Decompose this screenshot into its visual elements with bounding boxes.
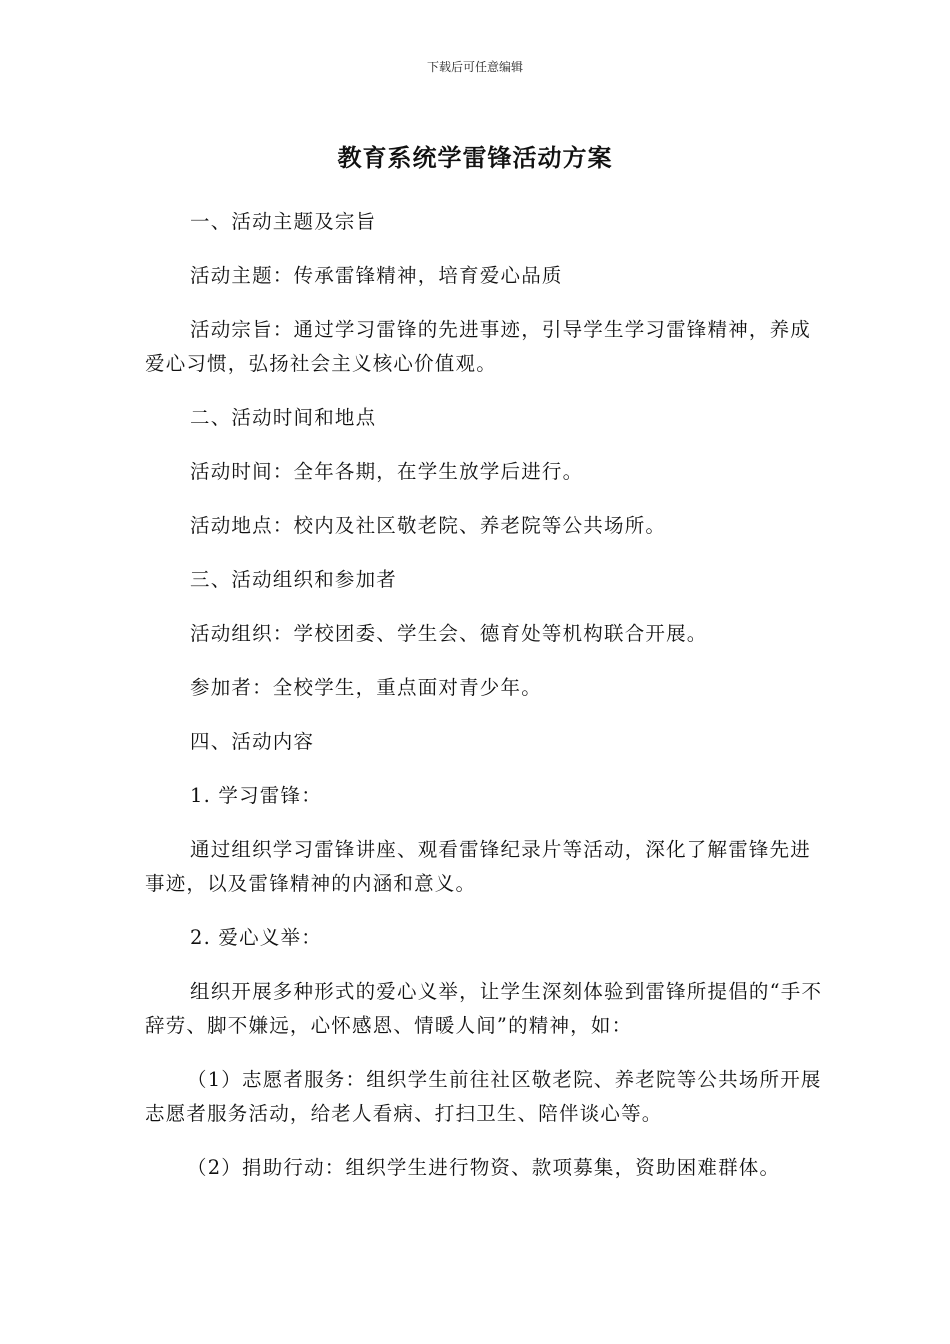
section-heading-3: 三、活动组织和参加者: [190, 568, 398, 591]
item-1-heading: 1. 学习雷锋：: [190, 784, 322, 807]
participants: 参加者：全校学生，重点面对青少年。: [190, 676, 542, 699]
activity-theme: 活动主题：传承雷锋精神，培育爱心品质: [190, 264, 563, 287]
document-title: 教育系统学雷锋活动方案: [337, 144, 613, 172]
activity-location: 活动地点：校内及社区敬老院、养老院等公共场所。: [190, 514, 667, 537]
item-2-body: 组织开展多种形式的爱心义举，让学生深刻体验到雷锋所提倡的“手不辞劳、脚不嫌远，心怀感恩、情暖人间”的精神，如：: [145, 980, 823, 1037]
sub-item-donation: （2）捐助行动：组织学生进行物资、款项募集，资助困难群体。: [187, 1156, 781, 1179]
section-heading-1: 一、活动主题及宗旨: [190, 210, 377, 233]
activity-organizer: 活动组织：学校团委、学生会、德育处等机构联合开展。: [190, 622, 708, 645]
sub-item-volunteer: （1）志愿者服务：组织学生前往社区敬老院、养老院等公共场所开展志愿者服务活动，给老人看病、打扫卫生、陪伴谈心等。: [145, 1068, 822, 1125]
item-1-body: 通过组织学习雷锋讲座、观看雷锋纪录片等活动，深化了解雷锋先进事迹，以及雷锋精神的内涵和意义。: [145, 838, 812, 895]
item-2-heading: 2. 爱心义举：: [190, 926, 322, 949]
section-heading-4: 四、活动内容: [190, 730, 315, 753]
activity-time: 活动时间：全年各期，在学生放学后进行。: [190, 460, 584, 483]
activity-purpose: 活动宗旨：通过学习雷锋的先进事迹，引导学生学习雷锋精神，养成爱心习惯，弘扬社会主义核心价值观。: [145, 318, 812, 375]
header-note: 下载后可任意编辑: [426, 60, 523, 74]
section-heading-2: 二、活动时间和地点: [190, 406, 377, 429]
document-body: [145, 205, 825, 1205]
